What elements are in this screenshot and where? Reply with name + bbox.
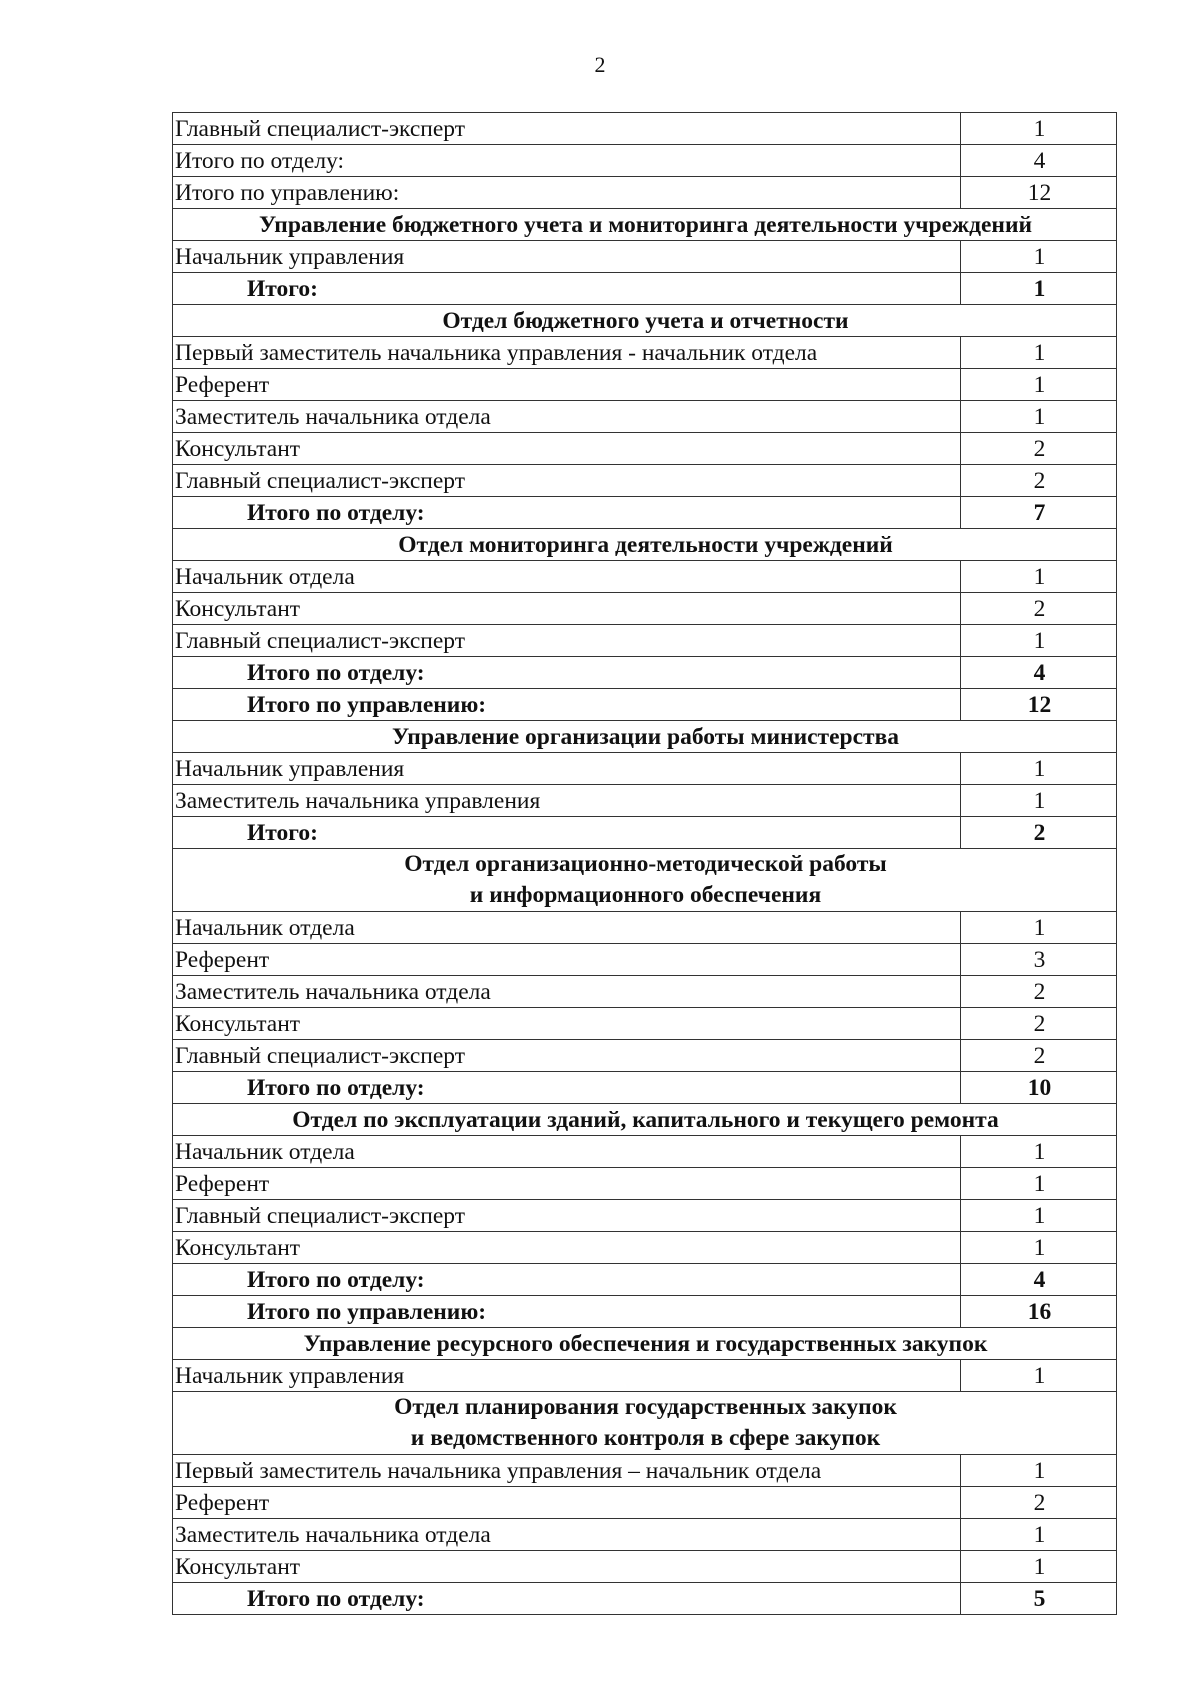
total-label: Итого по управлению: <box>173 1296 961 1328</box>
table-row <box>173 369 1117 401</box>
position-count: 1 <box>961 1360 1117 1392</box>
section-heading <box>173 1328 1117 1360</box>
total-count: 2 <box>961 817 1117 849</box>
position-count: 2 <box>961 1487 1117 1519</box>
position-count: 1 <box>961 625 1117 657</box>
position-name: Главный специалист-эксперт <box>173 1200 961 1232</box>
table-row <box>173 561 1117 593</box>
table-row <box>173 433 1117 465</box>
total-row <box>173 273 1117 305</box>
position-name: Консультант <box>173 1232 961 1264</box>
section-heading-line: Управление ресурсного обеспечения и государственных закупок <box>303 1330 988 1357</box>
table-row <box>173 1200 1117 1232</box>
position-name: Главный специалист-эксперт <box>173 465 961 497</box>
section-heading <box>173 305 1117 337</box>
position-count: 1 <box>961 1168 1117 1200</box>
position-name: Заместитель начальника отдела <box>173 1519 961 1551</box>
table-row <box>173 1232 1117 1264</box>
total-label: Итого по отделу: <box>173 497 961 529</box>
section-heading-row <box>173 1328 1117 1360</box>
section-heading-line: Отдел мониторинга деятельности учреждений <box>398 531 893 558</box>
total-row <box>173 1072 1117 1104</box>
position-name: Начальник управления <box>173 1360 961 1392</box>
section-heading-row <box>173 209 1117 241</box>
position-name: Заместитель начальника отдела <box>173 976 961 1008</box>
total-row <box>173 689 1117 721</box>
position-count: 1 <box>961 401 1117 433</box>
position-name: Главный специалист-эксперт <box>173 1040 961 1072</box>
total-count: 5 <box>961 1583 1117 1615</box>
section-heading <box>173 721 1117 753</box>
position-name: Консультант <box>173 433 961 465</box>
table-row <box>173 1040 1117 1072</box>
section-heading-line: Отдел бюджетного учета и отчетности <box>442 307 849 334</box>
table-row <box>173 1487 1117 1519</box>
position-name: Первый заместитель начальника управления - начальник отдела <box>173 337 961 369</box>
table-row <box>173 1519 1117 1551</box>
table-row <box>173 1455 1117 1487</box>
total-row <box>173 817 1117 849</box>
position-name: Консультант <box>173 593 961 625</box>
section-heading-line: Отдел по эксплуатации зданий, капитального и текущего ремонта <box>292 1106 999 1133</box>
section-heading-row <box>173 721 1117 753</box>
table-row <box>173 785 1117 817</box>
position-name: Итого по управлению: <box>173 177 961 209</box>
position-name: Начальник отдела <box>173 1136 961 1168</box>
position-name: Референт <box>173 1487 961 1519</box>
position-count: 2 <box>961 433 1117 465</box>
total-label: Итого: <box>173 273 961 305</box>
section-heading-row <box>173 849 1117 912</box>
section-heading-line: и информационного обеспечения <box>469 882 822 908</box>
position-name: Первый заместитель начальника управления – начальник отдела <box>173 1455 961 1487</box>
position-name: Начальник отдела <box>173 561 961 593</box>
section-heading <box>173 529 1117 561</box>
total-row <box>173 497 1117 529</box>
table-row <box>173 1360 1117 1392</box>
position-name: Начальник управления <box>173 753 961 785</box>
position-count: 1 <box>961 785 1117 817</box>
table-row <box>173 1136 1117 1168</box>
total-label: Итого по отделу: <box>173 657 961 689</box>
position-name: Заместитель начальника управления <box>173 785 961 817</box>
position-count: 1 <box>961 912 1117 944</box>
total-count: 10 <box>961 1072 1117 1104</box>
section-heading-line: Отдел планирования государственных закупок <box>394 1394 897 1420</box>
position-name: Заместитель начальника отдела <box>173 401 961 433</box>
table-row <box>173 912 1117 944</box>
page-number: 2 <box>594 52 606 77</box>
position-count: 4 <box>961 145 1117 177</box>
position-count: 2 <box>961 976 1117 1008</box>
position-count: 2 <box>961 1008 1117 1040</box>
position-count: 1 <box>961 369 1117 401</box>
position-count: 12 <box>961 177 1117 209</box>
section-heading <box>173 209 1117 241</box>
table-row <box>173 1168 1117 1200</box>
position-count: 2 <box>961 593 1117 625</box>
position-name: Главный специалист-эксперт <box>173 113 961 145</box>
table-row <box>173 1551 1117 1583</box>
position-count: 1 <box>961 113 1117 145</box>
table-row <box>173 593 1117 625</box>
total-label: Итого по отделу: <box>173 1583 961 1615</box>
position-name: Главный специалист-эксперт <box>173 625 961 657</box>
section-heading <box>173 1392 1117 1455</box>
position-name: Референт <box>173 1168 961 1200</box>
table-row <box>173 753 1117 785</box>
table-row <box>173 625 1117 657</box>
staffing-table <box>172 112 1117 1615</box>
table-row <box>173 1008 1117 1040</box>
table-row <box>173 944 1117 976</box>
position-name: Референт <box>173 369 961 401</box>
position-count: 1 <box>961 1232 1117 1264</box>
position-count: 1 <box>961 337 1117 369</box>
table-row <box>173 177 1117 209</box>
position-name: Начальник управления <box>173 241 961 273</box>
position-count: 1 <box>961 1519 1117 1551</box>
section-heading-row <box>173 1392 1117 1455</box>
total-count: 4 <box>961 1264 1117 1296</box>
position-count: 1 <box>961 1551 1117 1583</box>
position-count: 2 <box>961 1040 1117 1072</box>
position-count: 2 <box>961 465 1117 497</box>
table-row <box>173 113 1117 145</box>
section-heading <box>173 849 1117 912</box>
total-label: Итого: <box>173 817 961 849</box>
section-heading-line: Управление организации работы министерства <box>391 723 900 750</box>
total-count: 16 <box>961 1296 1117 1328</box>
total-row <box>173 1264 1117 1296</box>
section-heading-row <box>173 305 1117 337</box>
position-count: 1 <box>961 1200 1117 1232</box>
table-row <box>173 145 1117 177</box>
total-row <box>173 1296 1117 1328</box>
table-row <box>173 976 1117 1008</box>
total-count: 4 <box>961 657 1117 689</box>
section-heading <box>173 1104 1117 1136</box>
total-label: Итого по отделу: <box>173 1072 961 1104</box>
section-heading-row <box>173 1104 1117 1136</box>
table-row <box>173 241 1117 273</box>
total-label: Итого по управлению: <box>173 689 961 721</box>
table-row <box>173 401 1117 433</box>
position-name: Консультант <box>173 1551 961 1583</box>
table-row <box>173 465 1117 497</box>
position-count: 1 <box>961 241 1117 273</box>
section-heading-line: и ведомственного контроля в сфере закупок <box>410 1425 881 1451</box>
staffing-table-body <box>173 113 1117 1615</box>
total-count: 1 <box>961 273 1117 305</box>
total-count: 7 <box>961 497 1117 529</box>
total-label: Итого по отделу: <box>173 1264 961 1296</box>
position-name: Консультант <box>173 1008 961 1040</box>
position-count: 1 <box>961 1136 1117 1168</box>
position-count: 1 <box>961 1455 1117 1487</box>
section-heading-line: Управление бюджетного учета и мониторинга деятельности учреждений <box>258 211 1033 238</box>
position-name: Начальник отдела <box>173 912 961 944</box>
total-count: 12 <box>961 689 1117 721</box>
position-count: 3 <box>961 944 1117 976</box>
position-name: Референт <box>173 944 961 976</box>
section-heading-row <box>173 529 1117 561</box>
total-row <box>173 1583 1117 1615</box>
position-count: 1 <box>961 753 1117 785</box>
position-count: 1 <box>961 561 1117 593</box>
table-row <box>173 337 1117 369</box>
position-name: Итого по отделу: <box>173 145 961 177</box>
section-heading-line: Отдел организационно-методической работы <box>404 851 887 877</box>
total-row <box>173 657 1117 689</box>
